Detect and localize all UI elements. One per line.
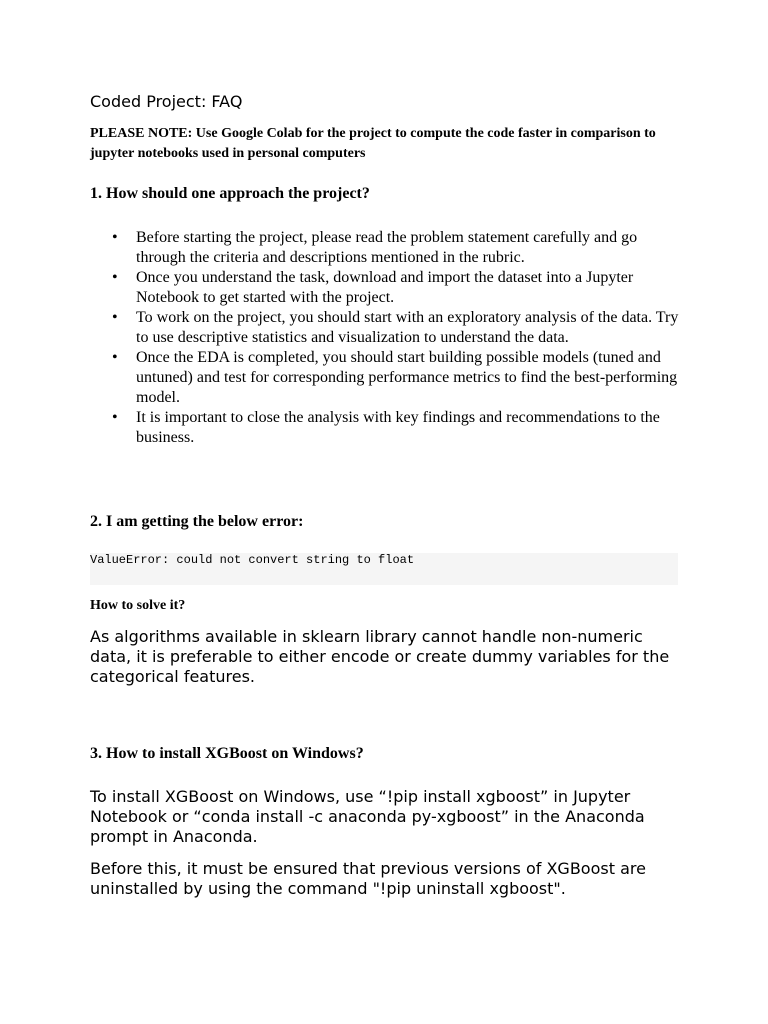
- list-item-text: It is important to close the analysis with key findings and recommendations to the business.: [136, 409, 660, 446]
- bullet-marker: •: [112, 409, 118, 426]
- error-code-block: [90, 553, 678, 585]
- list-item-text: Before starting the project, please read the problem statement carefully and go through the criteria and descriptions mentioned in the rubric.: [136, 229, 638, 266]
- question-2-heading: 2. I am getting the below error:: [90, 513, 304, 530]
- question-3-answer-uninstall: Before this, it must be ensured that previous versions of XGBoost are uninstalled by using the command "!pip uninstall xgboost".: [90, 859, 646, 898]
- list-item-text: Once the EDA is completed, you should start building possible models (tuned and untuned) and test for corresponding performance metrics to find the best-performing model.: [136, 349, 678, 406]
- error-code-text: ValueError: could not convert string to float: [90, 553, 415, 567]
- list-item: [90, 228, 680, 268]
- list-item: [90, 348, 680, 408]
- bullet-marker: •: [112, 309, 118, 326]
- list-item: [90, 408, 680, 448]
- document-title: Coded Project: FAQ: [90, 92, 243, 111]
- question-3-heading: 3. How to install XGBoost on Windows?: [90, 745, 364, 762]
- bullet-marker: •: [112, 269, 118, 286]
- colab-note: PLEASE NOTE: Use Google Colab for the project to compute the code faster in comparison to jupyter notebooks used in personal computers: [90, 126, 656, 161]
- approach-bullet-list: [90, 228, 680, 448]
- question-2-answer: As algorithms available in sklearn library cannot handle non-numeric data, it is preferable to either encode or create dummy variables for the categorical features.: [90, 627, 670, 686]
- list-item-text: To work on the project, you should start with an exploratory analysis of the data. Try to use descriptive statistics and visualization to understand the data.: [136, 309, 679, 346]
- bullet-marker: •: [112, 349, 118, 366]
- bullet-marker: •: [112, 229, 118, 246]
- list-item: [90, 308, 680, 348]
- how-to-solve-subheading: How to solve it?: [90, 598, 186, 613]
- question-3-answer-install: To install XGBoost on Windows, use “!pip install xgboost” in Jupyter Notebook or “conda install -c anaconda py-xgboost” in the Anaconda prompt in Anaconda.: [90, 787, 645, 846]
- list-item-text: Once you understand the task, download and import the dataset into a Jupyter Notebook to get started with the project.: [136, 269, 634, 306]
- list-item: [90, 268, 680, 308]
- question-1-heading: 1. How should one approach the project?: [90, 185, 370, 202]
